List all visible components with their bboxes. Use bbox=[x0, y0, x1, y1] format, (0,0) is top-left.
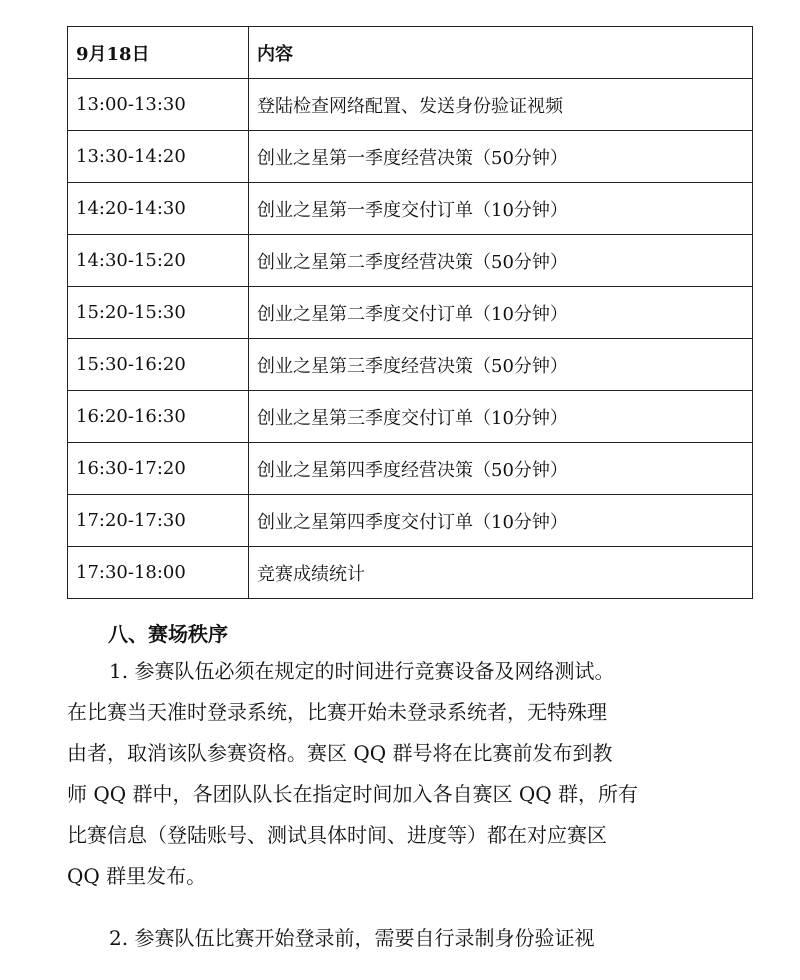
row-content: 登陆检查网络配置、发送身份验证视频 bbox=[249, 79, 753, 131]
table-row bbox=[68, 547, 753, 599]
table-row bbox=[68, 443, 753, 495]
table-header-row bbox=[68, 27, 753, 79]
row-time: 13:30-14:20 bbox=[68, 131, 249, 183]
table-row bbox=[68, 79, 753, 131]
table-row bbox=[68, 391, 753, 443]
row-content: 创业之星第四季度经营决策（50分钟） bbox=[249, 443, 753, 495]
paragraph-line: 师 QQ 群中，各团队队长在指定时间加入各自赛区 QQ 群，所有 bbox=[67, 782, 639, 806]
row-content: 竞赛成绩统计 bbox=[249, 547, 753, 599]
paragraph-line: 比赛信息（登陆账号、测试具体时间、进度等）都在对应赛区 bbox=[67, 823, 607, 847]
row-time: 17:30-18:00 bbox=[68, 547, 249, 599]
row-content: 创业之星第二季度经营决策（50分钟） bbox=[249, 235, 753, 287]
table-row bbox=[68, 339, 753, 391]
row-time: 16:20-16:30 bbox=[68, 391, 249, 443]
section-heading: 八、赛场秩序 bbox=[108, 622, 228, 646]
paragraph-line: 2. 参赛队伍比赛开始登录前，需要自行录制身份验证视 bbox=[109, 926, 595, 950]
row-time: 14:30-15:20 bbox=[68, 235, 249, 287]
row-time: 13:00-13:30 bbox=[68, 79, 249, 131]
row-time: 17:20-17:30 bbox=[68, 495, 249, 547]
table-row bbox=[68, 131, 753, 183]
row-content: 创业之星第二季度交付订单（10分钟） bbox=[249, 287, 753, 339]
row-content: 创业之星第四季度交付订单（10分钟） bbox=[249, 495, 753, 547]
table-row bbox=[68, 183, 753, 235]
paragraph-line: 由者，取消该队参赛资格。赛区 QQ 群号将在比赛前发布到教 bbox=[67, 741, 613, 765]
table-row bbox=[68, 495, 753, 547]
paragraph-1 bbox=[67, 651, 757, 897]
table-row bbox=[68, 235, 753, 287]
row-time: 16:30-17:20 bbox=[68, 443, 249, 495]
paragraph-line: 在比赛当天准时登录系统，比赛开始未登录系统者，无特殊理 bbox=[67, 700, 607, 724]
row-content: 创业之星第一季度经营决策（50分钟） bbox=[249, 131, 753, 183]
header-date: 9月18日 bbox=[68, 27, 249, 79]
row-content: 创业之星第三季度交付订单（10分钟） bbox=[249, 391, 753, 443]
row-content: 创业之星第三季度经营决策（50分钟） bbox=[249, 339, 753, 391]
header-content: 内容 bbox=[249, 27, 753, 79]
paragraph-line: QQ 群里发布。 bbox=[67, 864, 207, 888]
schedule-table bbox=[67, 26, 753, 599]
paragraph-line: 1. 参赛队伍必须在规定的时间进行竞赛设备及网络测试。 bbox=[109, 659, 615, 683]
table-row bbox=[68, 287, 753, 339]
row-content: 创业之星第一季度交付订单（10分钟） bbox=[249, 183, 753, 235]
row-time: 14:20-14:30 bbox=[68, 183, 249, 235]
row-time: 15:30-16:20 bbox=[68, 339, 249, 391]
paragraph-2 bbox=[67, 918, 757, 959]
row-time: 15:20-15:30 bbox=[68, 287, 249, 339]
